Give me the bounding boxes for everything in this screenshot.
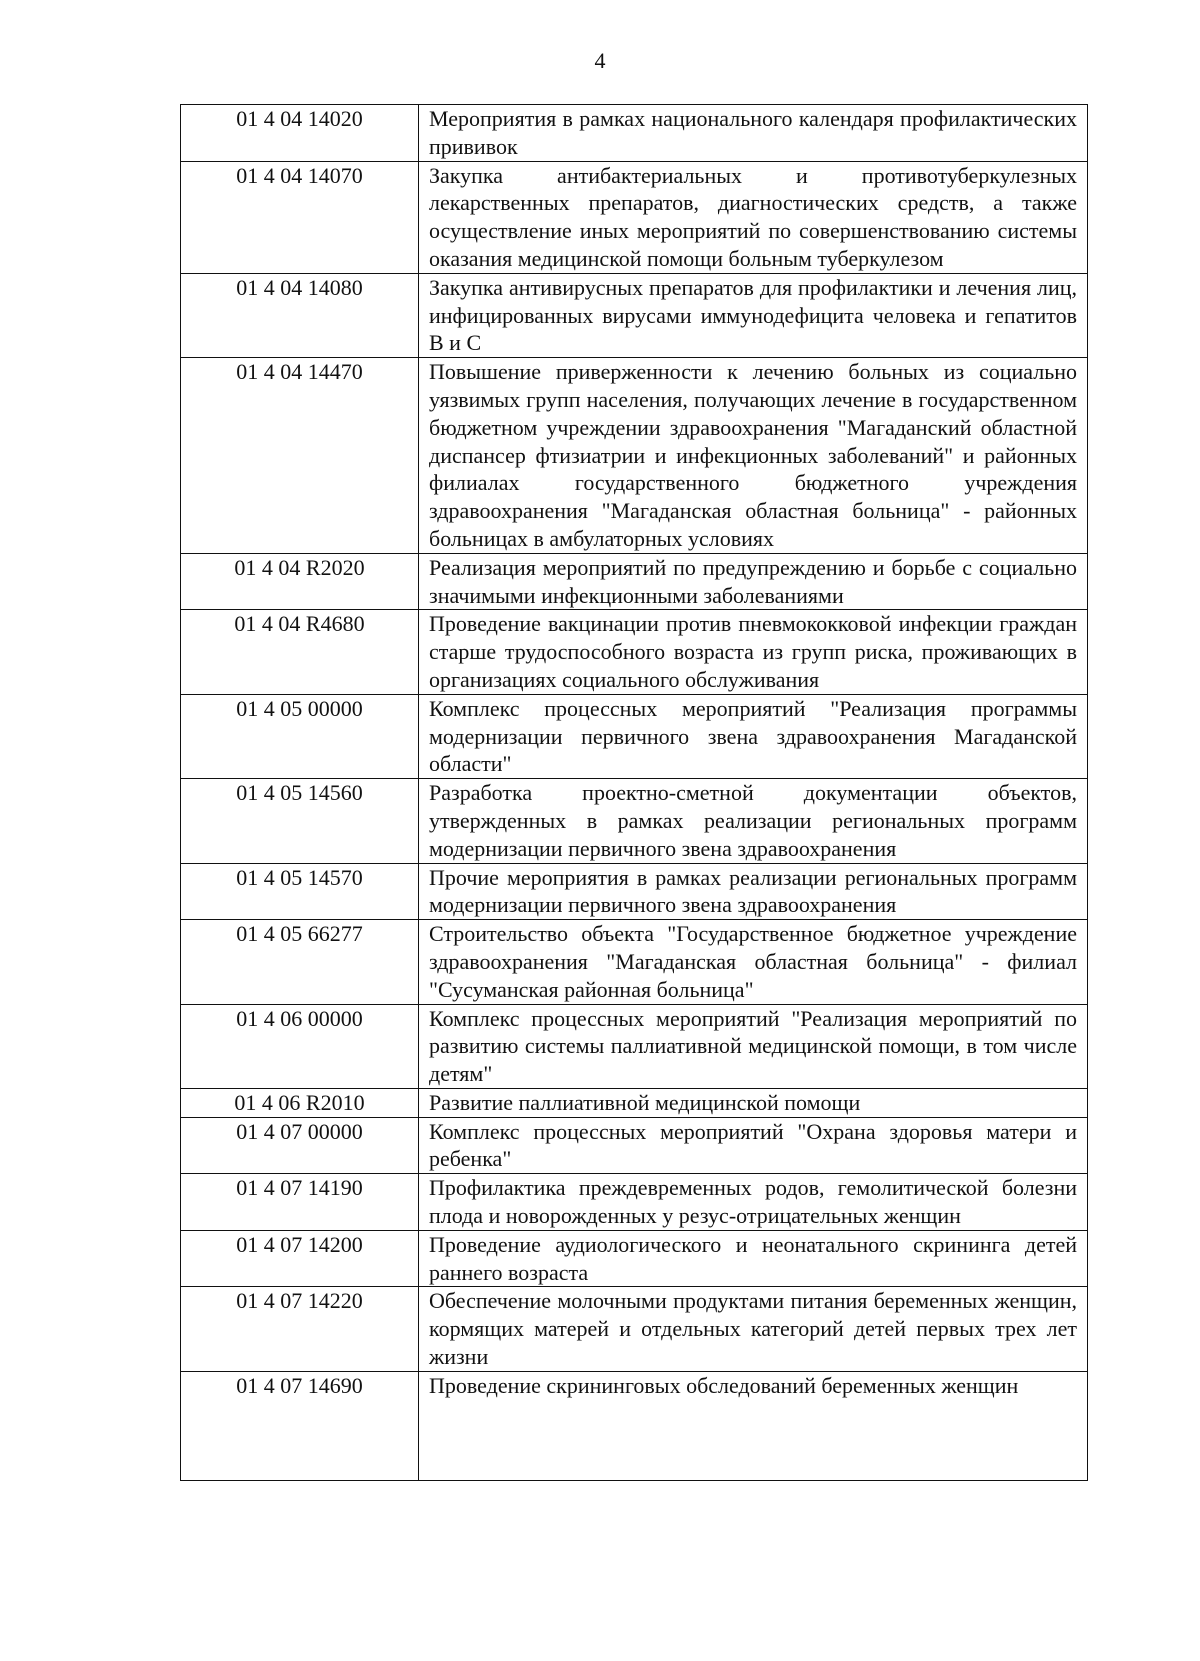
table-row bbox=[181, 1371, 1088, 1480]
row-description: Проведение скрининговых обследований беременных женщин bbox=[419, 1371, 1088, 1480]
row-description: Профилактика преждевременных родов, гемолитической болезни плода и новорожденных у резус-отрицательных женщин bbox=[419, 1174, 1088, 1231]
row-description: Обеспечение молочными продуктами питания беременных женщин, кормящих матерей и отдельных категорий детей первых трех лет жизни bbox=[419, 1287, 1088, 1371]
row-description: Комплекс процессных мероприятий "Реализация мероприятий по развитию системы паллиативной медицинской помощи, в том числе детям" bbox=[419, 1004, 1088, 1088]
table-row bbox=[181, 105, 1088, 162]
page-number: 4 bbox=[594, 48, 606, 73]
table-row bbox=[181, 920, 1088, 1004]
row-code: 01 4 04 14020 bbox=[181, 105, 419, 162]
table-row bbox=[181, 1117, 1088, 1174]
table-row bbox=[181, 779, 1088, 863]
table-row bbox=[181, 1004, 1088, 1088]
table-row bbox=[181, 1287, 1088, 1371]
table-row bbox=[181, 1230, 1088, 1287]
row-code: 01 4 07 14220 bbox=[181, 1287, 419, 1371]
row-description: Проведение вакцинации против пневмококковой инфекции граждан старше трудоспособного возраста из групп риска, проживающих в организациях социального обслуживания bbox=[419, 610, 1088, 694]
table-row bbox=[181, 161, 1088, 273]
row-description: Прочие мероприятия в рамках реализации региональных программ модернизации первичного звена здравоохранения bbox=[419, 863, 1088, 920]
codes-table bbox=[180, 104, 1088, 1481]
row-description: Повышение приверженности к лечению больных из социально уязвимых групп населения, получающих лечение в государственном бюджетном учреждении здравоохранения "Магаданский областной диспансер фтизиатрии и инфекционных заболеваний" и районных филиалах государственного бюджетного учреждения здравоохранения "Магаданская областная больница" - районных больницах в амбулаторных условиях bbox=[419, 358, 1088, 554]
row-description: Закупка антибактериальных и противотуберкулезных лекарственных препаратов, диагностических средств, а также осуществление иных мероприятий по совершенствованию системы оказания медицинской помощи больным туберкулезом bbox=[419, 161, 1088, 273]
row-description: Комплекс процессных мероприятий "Охрана здоровья матери и ребенка" bbox=[419, 1117, 1088, 1174]
row-code: 01 4 07 14200 bbox=[181, 1230, 419, 1287]
row-description: Строительство объекта "Государственное бюджетное учреждение здравоохранения "Магаданская областная больница" - филиал "Сусуманская районная больница" bbox=[419, 920, 1088, 1004]
table-row bbox=[181, 553, 1088, 610]
row-code: 01 4 04 R4680 bbox=[181, 610, 419, 694]
row-description: Проведение аудиологического и неонатального скрининга детей раннего возраста bbox=[419, 1230, 1088, 1287]
row-description: Закупка антивирусных препаратов для профилактики и лечения лиц, инфицированных вирусами иммунодефицита человека и гепатитов B и C bbox=[419, 273, 1088, 357]
table-row bbox=[181, 273, 1088, 357]
row-code: 01 4 07 14690 bbox=[181, 1371, 419, 1480]
row-code: 01 4 07 00000 bbox=[181, 1117, 419, 1174]
row-code: 01 4 04 14080 bbox=[181, 273, 419, 357]
row-description: Мероприятия в рамках национального календаря профилактических прививок bbox=[419, 105, 1088, 162]
row-code: 01 4 06 R2010 bbox=[181, 1088, 419, 1117]
table-row bbox=[181, 358, 1088, 554]
table-row bbox=[181, 694, 1088, 778]
row-code: 01 4 05 14560 bbox=[181, 779, 419, 863]
row-code: 01 4 05 00000 bbox=[181, 694, 419, 778]
row-description: Разработка проектно-сметной документации объектов, утвержденных в рамках реализации региональных программ модернизации первичного звена здравоохранения bbox=[419, 779, 1088, 863]
row-code: 01 4 04 14070 bbox=[181, 161, 419, 273]
table-body bbox=[181, 105, 1088, 1481]
row-code: 01 4 04 R2020 bbox=[181, 553, 419, 610]
table-row bbox=[181, 1088, 1088, 1117]
row-description: Развитие паллиативной медицинской помощи bbox=[419, 1088, 1088, 1117]
table-row bbox=[181, 1174, 1088, 1231]
row-description: Реализация мероприятий по предупреждению и борьбе с социально значимыми инфекционными заболеваниями bbox=[419, 553, 1088, 610]
row-code: 01 4 07 14190 bbox=[181, 1174, 419, 1231]
row-code: 01 4 05 14570 bbox=[181, 863, 419, 920]
row-description: Комплекс процессных мероприятий "Реализация программы модернизации первичного звена здравоохранения Магаданской области" bbox=[419, 694, 1088, 778]
table-row bbox=[181, 610, 1088, 694]
row-code: 01 4 06 00000 bbox=[181, 1004, 419, 1088]
row-code: 01 4 05 66277 bbox=[181, 920, 419, 1004]
row-code: 01 4 04 14470 bbox=[181, 358, 419, 554]
table-row bbox=[181, 863, 1088, 920]
